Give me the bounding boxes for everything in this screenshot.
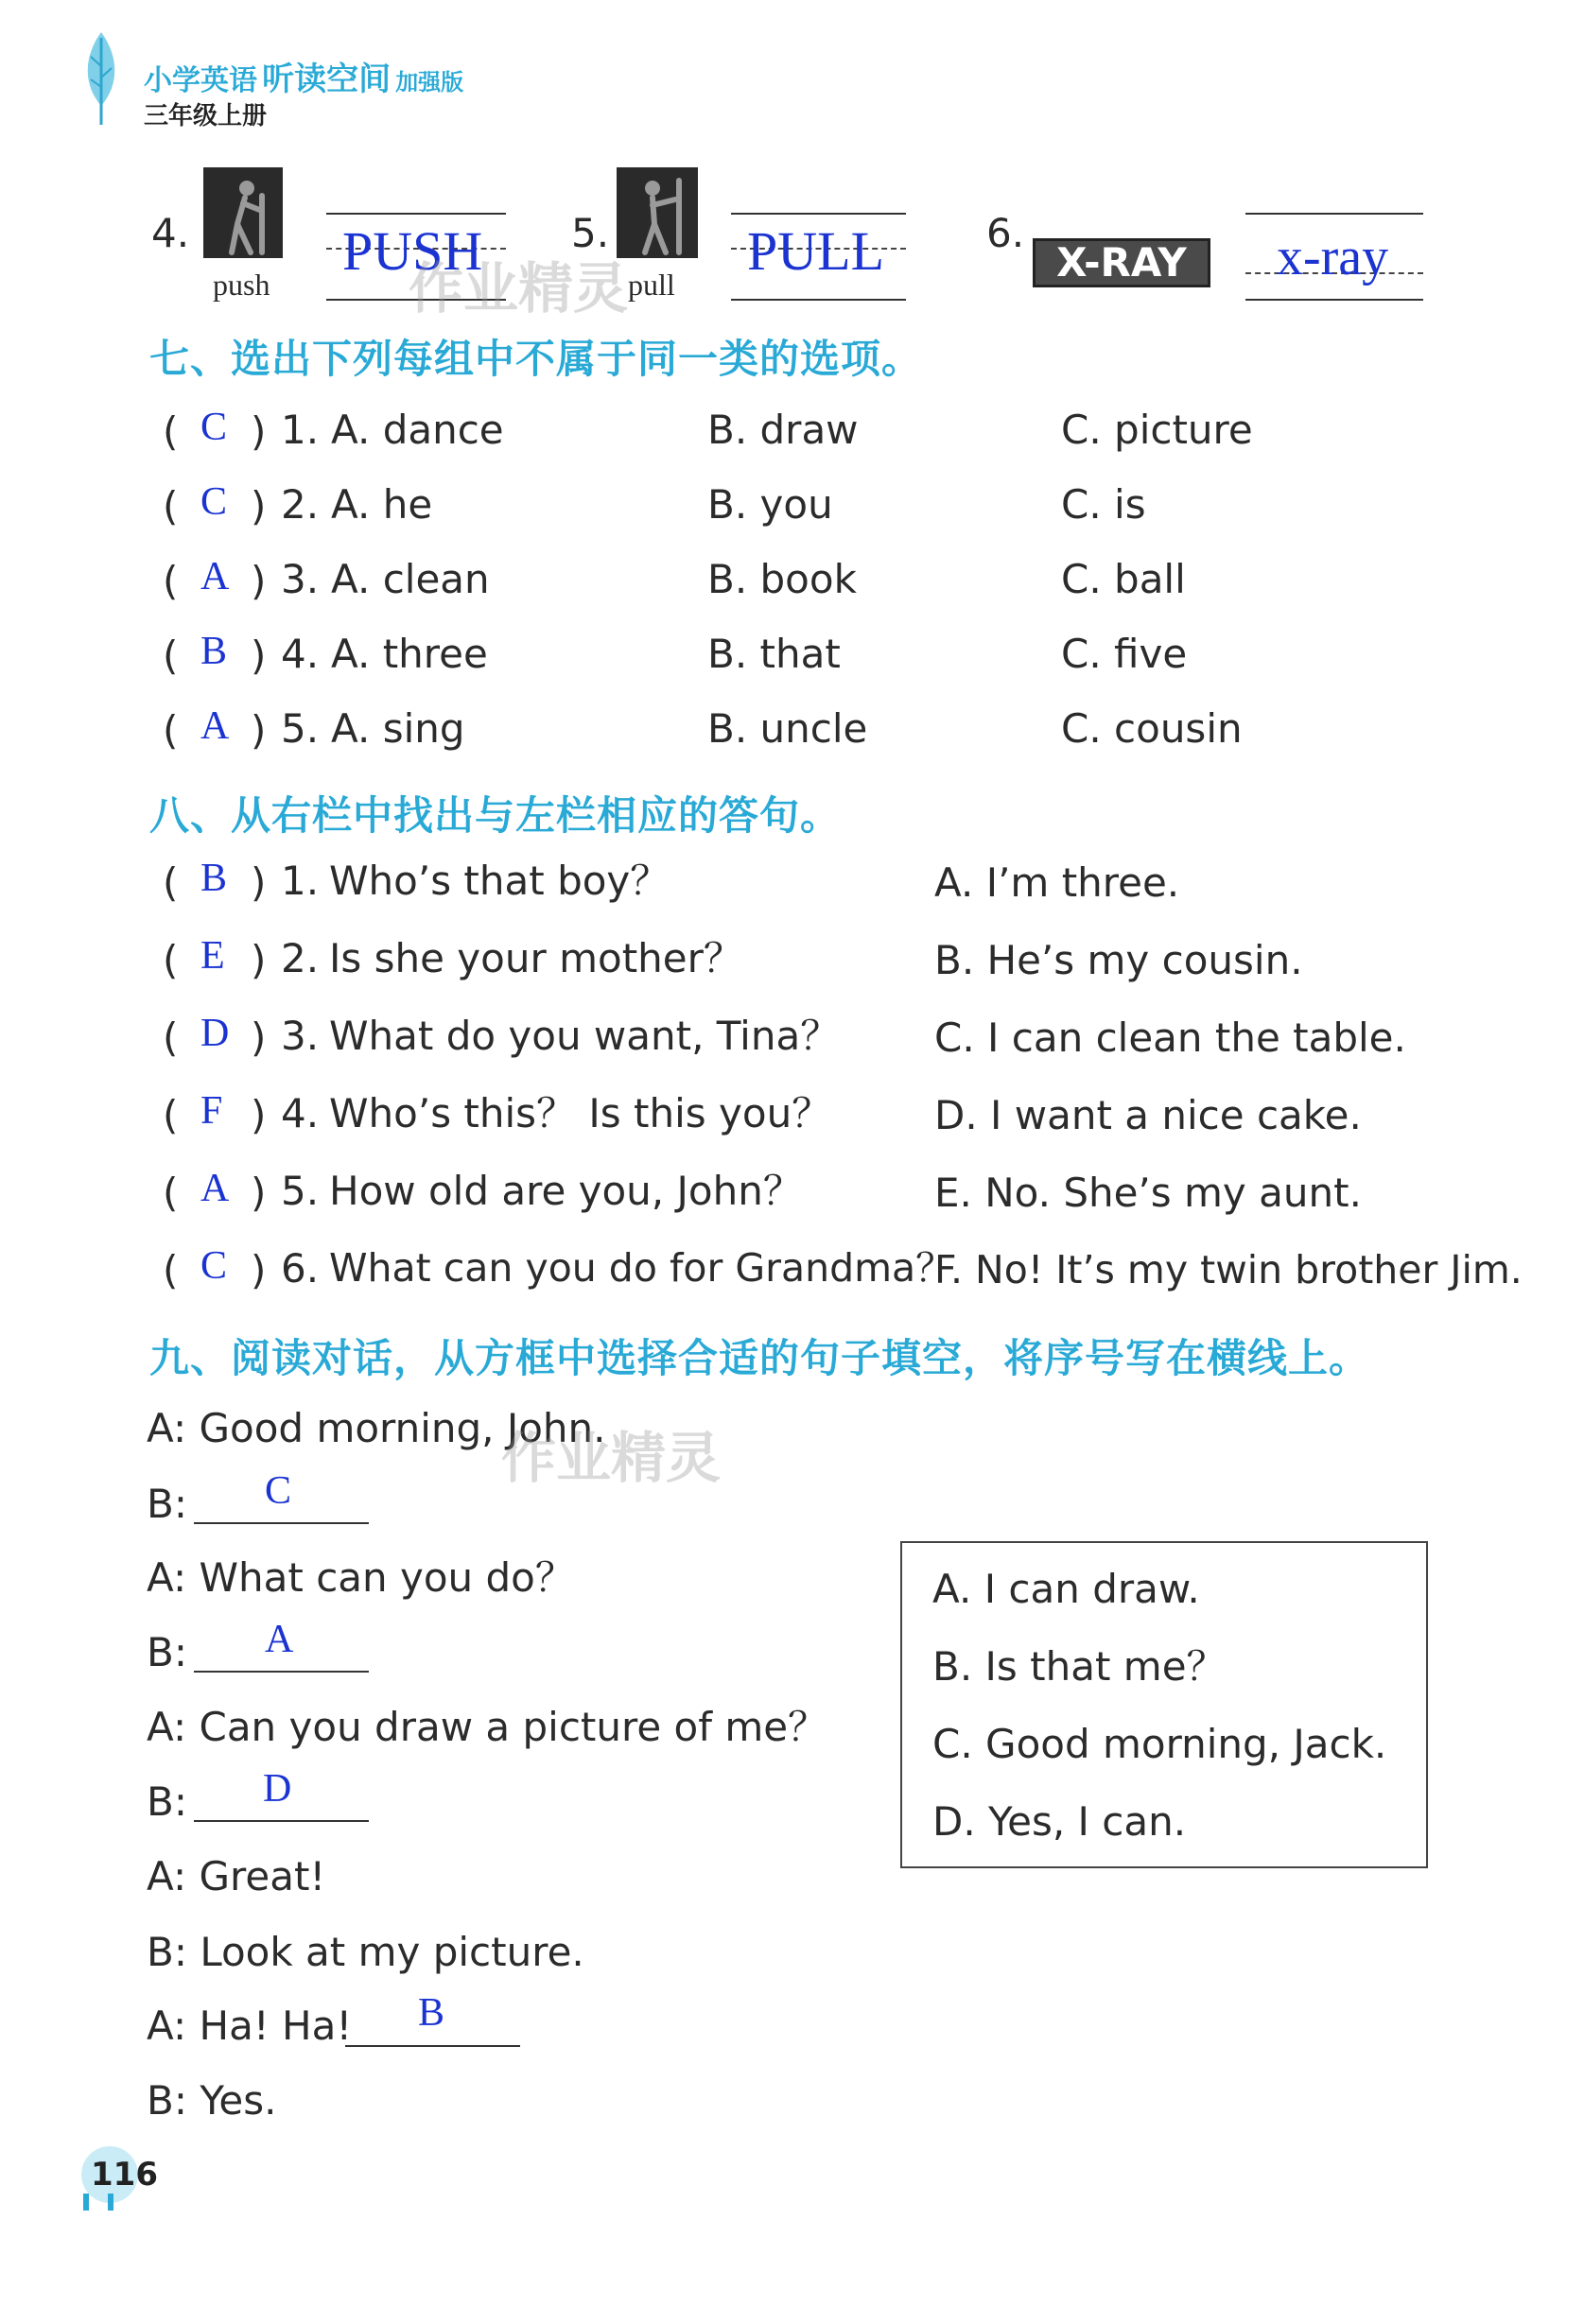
s7-option-b-1: B. draw [707,407,859,453]
s8-option-4: D. I want a nice cake. [934,1092,1362,1138]
s7-num-4: 4. [281,631,320,677]
s8-paren: ) [251,1092,267,1138]
dialogue-line-6: B: [147,1778,187,1825]
s8-option-1: A. I’m three. [934,859,1180,906]
s8-paren: ) [251,859,267,906]
s7-option-b-2: B. you [707,481,833,528]
s8-num-1: 1. [281,858,320,904]
s7-option-b-5: B. uncle [707,705,868,752]
dialogue-blank-4 [194,1671,369,1673]
s7-paren: ( [163,707,179,754]
s7-answer-4: B [200,630,228,673]
s7-answer-2: C [200,480,228,524]
s7-paren: ) [251,707,267,754]
s8-paren: ) [251,1015,267,1061]
dialogue-line-8: B: Look at my picture. [147,1929,584,1975]
s7-option-a-5: A. sing [331,705,465,752]
s7-option-c-5: C. cousin [1061,705,1243,752]
page-number: 116 [91,2156,158,2194]
dialogue-answer-6: D [263,1767,292,1811]
header-title-part3: 加强版 [395,69,464,95]
s7-option-c-1: C. picture [1061,407,1253,453]
dialogue-answer-2: C [265,1469,292,1513]
s7-answer-5: A [200,704,230,748]
s8-question-3: What do you want, Tina？ [329,1013,841,1059]
s8-num-2: 2. [281,935,320,981]
s8-paren: ( [163,1092,179,1138]
s8-option-2: B. He’s my cousin. [934,937,1303,983]
header-title [144,53,463,99]
s7-num-1: 1. [281,407,320,453]
s8-question-4: Who’s this？ Is this you？ [329,1090,832,1136]
sign-6-answer: x-ray [1277,228,1389,286]
dialogue-line-4: B: [147,1629,187,1675]
sign-4-line-top [326,213,506,215]
s8-question-2: Is she your mother？ [329,935,743,981]
dialogue-line-9: A: Ha! Ha! [147,2003,353,2049]
section-7-title: 七、选出下列每组中不属于同一类的选项。 [149,336,923,382]
s7-option-a-3: A. clean [331,556,490,602]
dialogue-answer-9: B [418,1991,445,2035]
header-title-part1: 小学英语 [144,64,257,97]
s7-paren: ) [251,408,267,455]
s7-num-5: 5. [281,705,320,752]
s7-paren: ( [163,483,179,529]
s7-option-b-3: B. book [707,556,857,602]
sign-5-line-top [731,213,906,215]
dialogue-blank-9 [345,2045,520,2047]
sign-6-line-bottom [1245,299,1423,301]
s7-option-a-2: A. he [331,481,433,528]
s8-option-5: E. No. She’s my aunt. [934,1170,1362,1216]
sign-5-line-bottom [731,299,906,301]
sign-4-answer: PUSH [342,220,483,282]
header-subtitle: 三年级上册 [144,102,268,130]
s8-answer-2: E [200,934,225,978]
dialogue-line-10: B: Yes. [147,2077,277,2124]
push-sign-image [203,167,283,258]
section-9-title: 九、阅读对话，从方框中选择合适的句子填空，将序号写在横线上。 [149,1335,1370,1381]
s7-answer-3: A [200,555,230,598]
s8-paren: ) [251,1170,267,1216]
s7-option-c-4: C. five [1061,631,1188,677]
s8-answer-6: C [200,1244,228,1288]
s8-option-6: F. No! It’s my twin brother Jim. [934,1247,1523,1292]
s8-paren: ( [163,1015,179,1061]
s8-question-5: How old are you, John？ [329,1168,803,1214]
watermark-1: 作业精灵 [409,256,629,321]
pull-sign-image [617,167,698,258]
s7-option-a-1: A. dance [331,407,504,453]
dialogue-line-5: A: Can you draw a picture of me？ [147,1704,828,1750]
s8-num-6: 6. [281,1245,320,1292]
push-caption: push [213,268,270,302]
s7-answer-1: C [200,406,228,449]
s7-option-a-4: A. three [331,631,488,677]
s8-num-4: 4. [281,1090,320,1136]
dialogue-answer-4: A [265,1618,294,1661]
s7-option-c-2: C. is [1061,481,1146,528]
box-option-d: D. Yes, I can. [932,1798,1187,1845]
header-title-part2: 听读空间 [262,61,392,98]
s8-answer-4: F [200,1089,223,1133]
sign-5-answer: PULL [747,220,884,282]
sign-5-number: 5. [571,210,610,256]
s8-question-6: What can you do for Grandma？ [329,1245,955,1291]
section-8-title: 八、从右栏中找出与左栏相应的答句。 [149,792,842,839]
dialogue-line-1: A: Good morning, John. [147,1405,606,1451]
s7-paren: ( [163,408,179,455]
s7-option-c-3: C. ball [1061,556,1186,602]
options-box [900,1541,1428,1868]
s8-answer-3: D [200,1012,230,1055]
sign-6-line-top [1245,213,1423,215]
sign-6-number: 6. [986,210,1025,256]
s8-paren: ( [163,859,179,906]
header-leaf-icon [78,28,125,128]
box-option-c: C. Good morning, Jack. [932,1721,1387,1767]
xray-sign-text: X-RAY [1056,239,1187,286]
box-option-b: B. Is that me？ [932,1643,1227,1690]
s8-answer-1: B [200,857,228,900]
s8-option-3: C. I can clean the table. [934,1015,1406,1061]
s7-paren: ( [163,633,179,679]
s7-option-b-4: B. that [707,631,841,677]
s8-answer-5: A [200,1167,230,1210]
dialogue-line-3: A: What can you do？ [147,1554,575,1601]
s7-paren: ) [251,558,267,604]
s8-paren: ) [251,937,267,983]
s8-num-5: 5. [281,1168,320,1214]
s8-question-1: Who’s that boy？ [329,858,670,904]
sign-4-number: 4. [151,210,190,256]
s7-num-2: 2. [281,481,320,528]
s7-paren: ( [163,558,179,604]
dialogue-blank-2 [194,1522,369,1524]
xray-sign [1033,238,1210,287]
s8-paren: ( [163,1247,179,1293]
pull-caption: pull [628,268,675,302]
s8-num-3: 3. [281,1013,320,1059]
s8-paren: ) [251,1247,267,1293]
s8-paren: ( [163,1170,179,1216]
s7-num-3: 3. [281,556,320,602]
box-option-a: A. I can draw. [932,1566,1200,1612]
s8-paren: ( [163,937,179,983]
watermark-2: 作业精灵 [501,1426,722,1490]
s7-paren: ) [251,483,267,529]
s7-paren: ) [251,633,267,679]
dialogue-line-2: B: [147,1481,187,1527]
dialogue-line-7: A: Great! [147,1853,326,1899]
dialogue-blank-6 [194,1820,369,1822]
